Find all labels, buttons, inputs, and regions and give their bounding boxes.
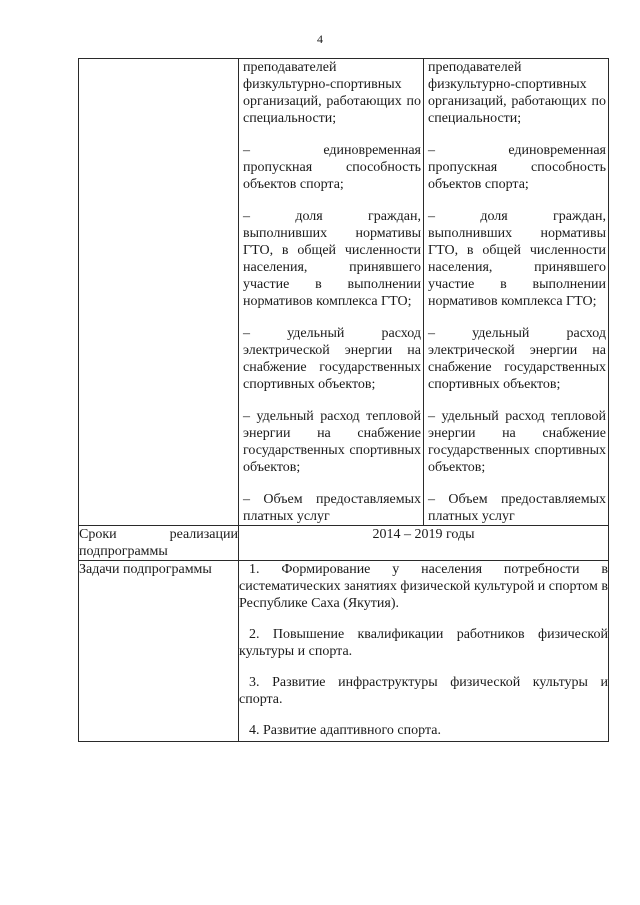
- task-item: 3. Развитие инфраструктуры физической культуры и спорта.: [239, 675, 608, 707]
- tasks-list: [239, 561, 609, 742]
- indicator-item: – единовременная пропускная способность объектов спорта;: [428, 143, 606, 192]
- indicators-label-cell: [79, 59, 239, 526]
- task-item: 2. Повышение квалификации работников физической культуры и спорта.: [239, 627, 608, 659]
- indicators-row: [79, 59, 609, 526]
- indicator-item: – единовременная пропускная способность объектов спорта;: [243, 143, 421, 192]
- indicators-column-left: [239, 59, 424, 526]
- page-number: 4: [317, 32, 323, 46]
- timeline-value: 2014 – 2019 годы: [239, 526, 609, 561]
- indicator-item: – доля граждан, выполнивших нормативы ГТО, в общей численности населения, принявшего участие в выполнении нормативов комплекса ГТО;: [243, 209, 421, 309]
- indicator-item: – удельный расход электрической энергии на снабжение государственных спортивных объектов;: [243, 326, 421, 392]
- indicator-item: – доля граждан, выполнивших нормативы ГТО, в общей численности населения, принявшего участие в выполнении нормативов комплекса ГТО;: [428, 209, 606, 309]
- tasks-row: [79, 561, 609, 742]
- timeline-row: [79, 526, 609, 561]
- indicator-item: – удельный расход тепловой энергии на снабжение государственных спортивных объектов;: [428, 409, 606, 475]
- indicator-item: – удельный расход электрической энергии на снабжение государственных спортивных объектов;: [428, 326, 606, 392]
- tasks-label: Задачи подпрограммы: [79, 561, 239, 742]
- indicator-item: – Объем предоставляемых платных услуг: [428, 492, 606, 524]
- indicator-item: – удельный расход тепловой энергии на снабжение государственных спортивных объектов;: [243, 409, 421, 475]
- timeline-label: Сроки реализации подпрограммы: [79, 527, 238, 559]
- indicators-column-right: [424, 59, 609, 526]
- subprogram-passport-table: [78, 58, 609, 742]
- task-item: 4. Развитие адаптивного спорта.: [249, 723, 441, 738]
- task-item: 1. Формирование у населения потребности в систематических занятиях физической культурой и спортом в Республике Саха (Якутия).: [239, 562, 608, 611]
- indicator-item: преподавателей физкультурно-спортивных организаций, работающих по специальности;: [243, 60, 421, 126]
- indicator-item: – Объем предоставляемых платных услуг: [243, 492, 421, 524]
- indicator-item: преподавателей физкультурно-спортивных организаций, работающих по специальности;: [428, 60, 606, 126]
